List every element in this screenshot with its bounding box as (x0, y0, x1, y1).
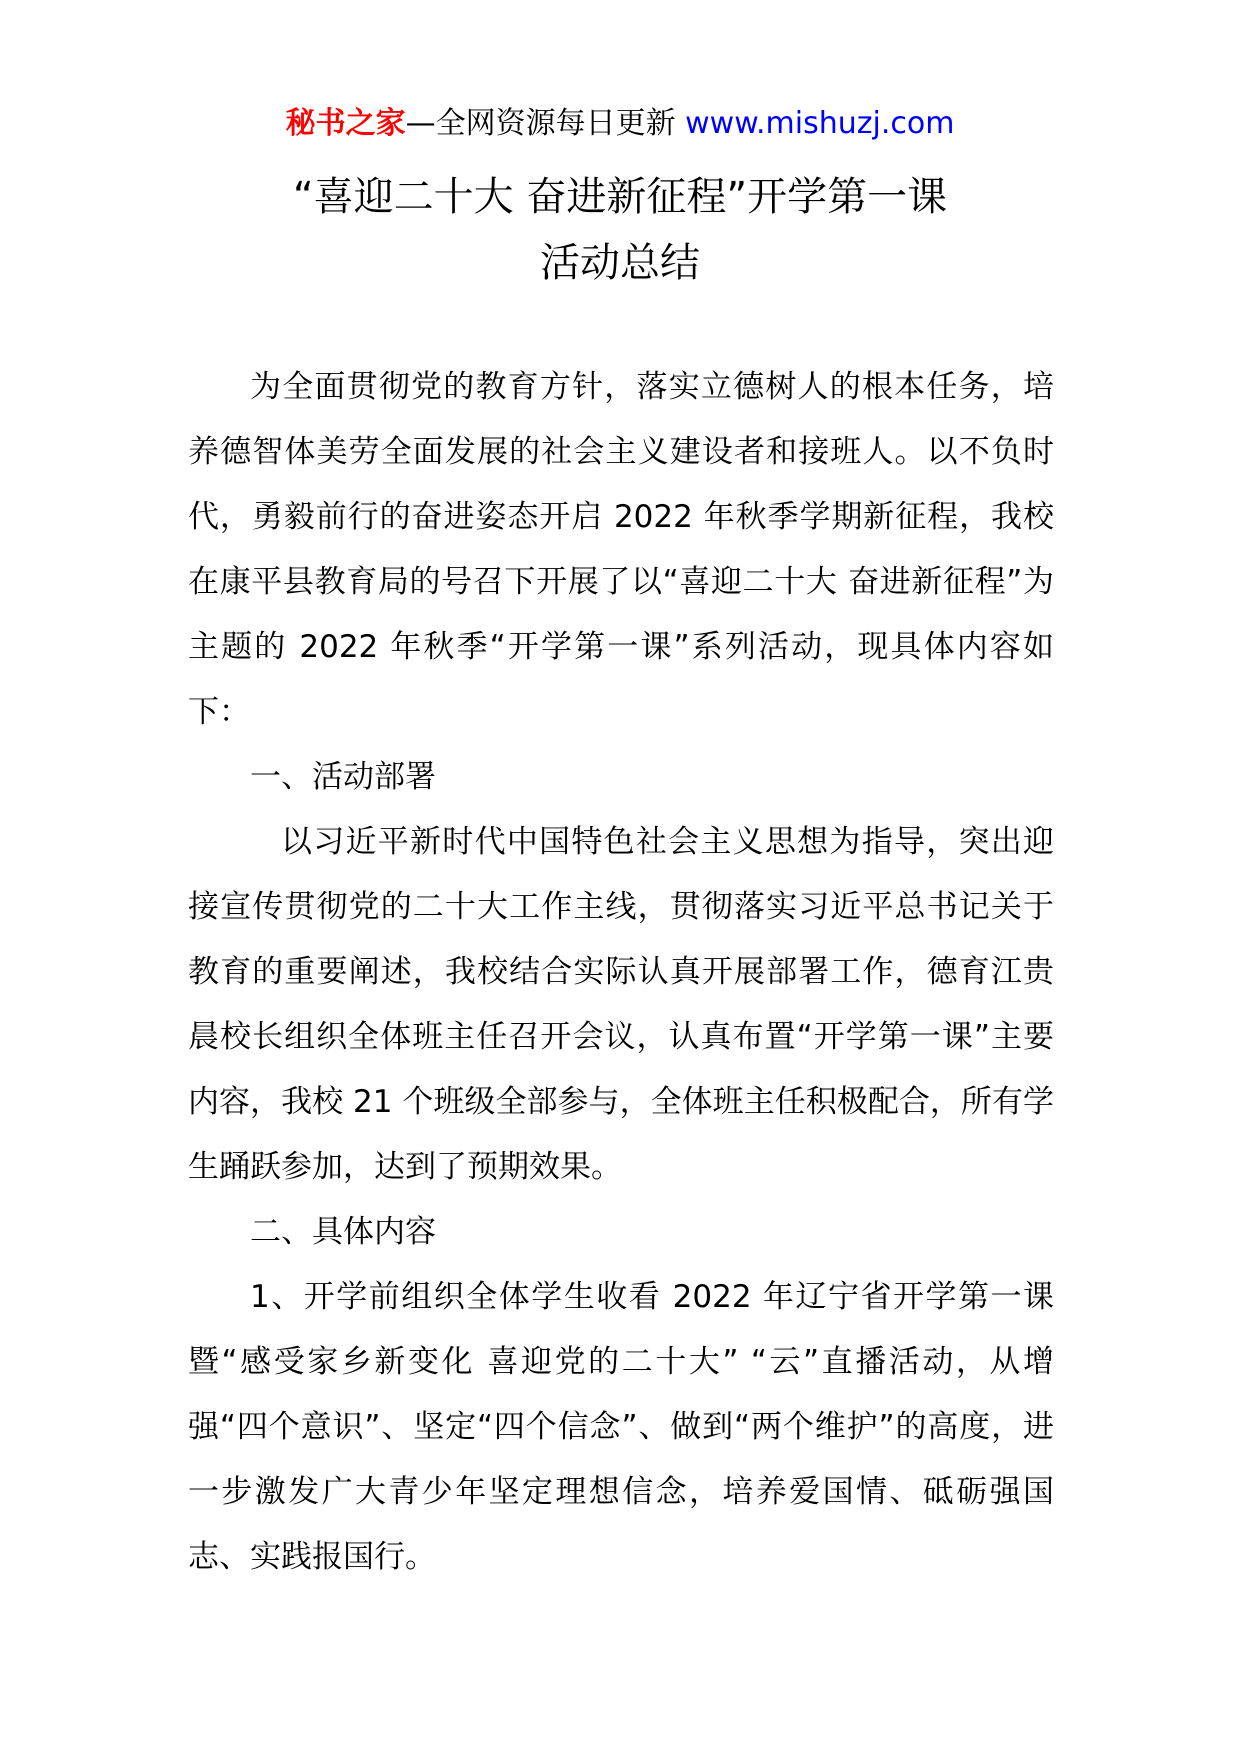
intro-paragraph: 为全面贯彻党的教育方针，落实立德树人的根本任务，培养德智体美劳全面发展的社会主义建设者和接班人。以不负时代，勇毅前行的奋进姿态开启 2022 年秋季学期新征程，我校在康平县教育局的号召下开展了以“喜迎二十大 奋进新征程”为主题的 2022 年秋季“开学第一课”系列活动，现具体内容如下： (188, 369, 1054, 730)
deployment-paragraph: 以习近平新时代中国特色社会主义思想为指导，突出迎接宣传贯彻党的二十大工作主线，贯彻落实习近平总书记关于教育的重要阐述，我校结合实际认真开展部署工作，德育江贵晨校长组织全体班主任召开会议，认真布置“开学第一课”主要内容，我校 21 个班级全部参与，全体班主任积极配合，所有学生踊跃参加，达到了预期效果。 (188, 824, 1054, 1185)
section-heading-deployment: 一、活动部署 (250, 759, 436, 795)
brand-name: 秘书之家 (285, 106, 406, 141)
title-line-1: “喜迎二十大 奋进新征程”开学第一课 (292, 174, 948, 220)
title-line-2: 活动总结 (540, 240, 700, 286)
document-title (0, 164, 1240, 296)
site-url-link[interactable]: www.mishuzj.com (685, 106, 955, 141)
section-heading-content: 二、具体内容 (250, 1214, 436, 1250)
header-tagline: —全网资源每日更新 (405, 106, 686, 141)
document-body (188, 355, 1054, 1590)
content-item-1-paragraph: 1、开学前组织全体学生收看 2022 年辽宁省开学第一课暨“感受家乡新变化 喜迎党的二十大” “云”直播活动，从增强“四个意识”、坚定“四个信念”、做到“两个维护”的高度，进一步激发广大青少年坚定理想信念，培养爱国情、砥砺强国志、实践报国行。 (188, 1279, 1054, 1575)
watermark-header (0, 104, 1240, 144)
